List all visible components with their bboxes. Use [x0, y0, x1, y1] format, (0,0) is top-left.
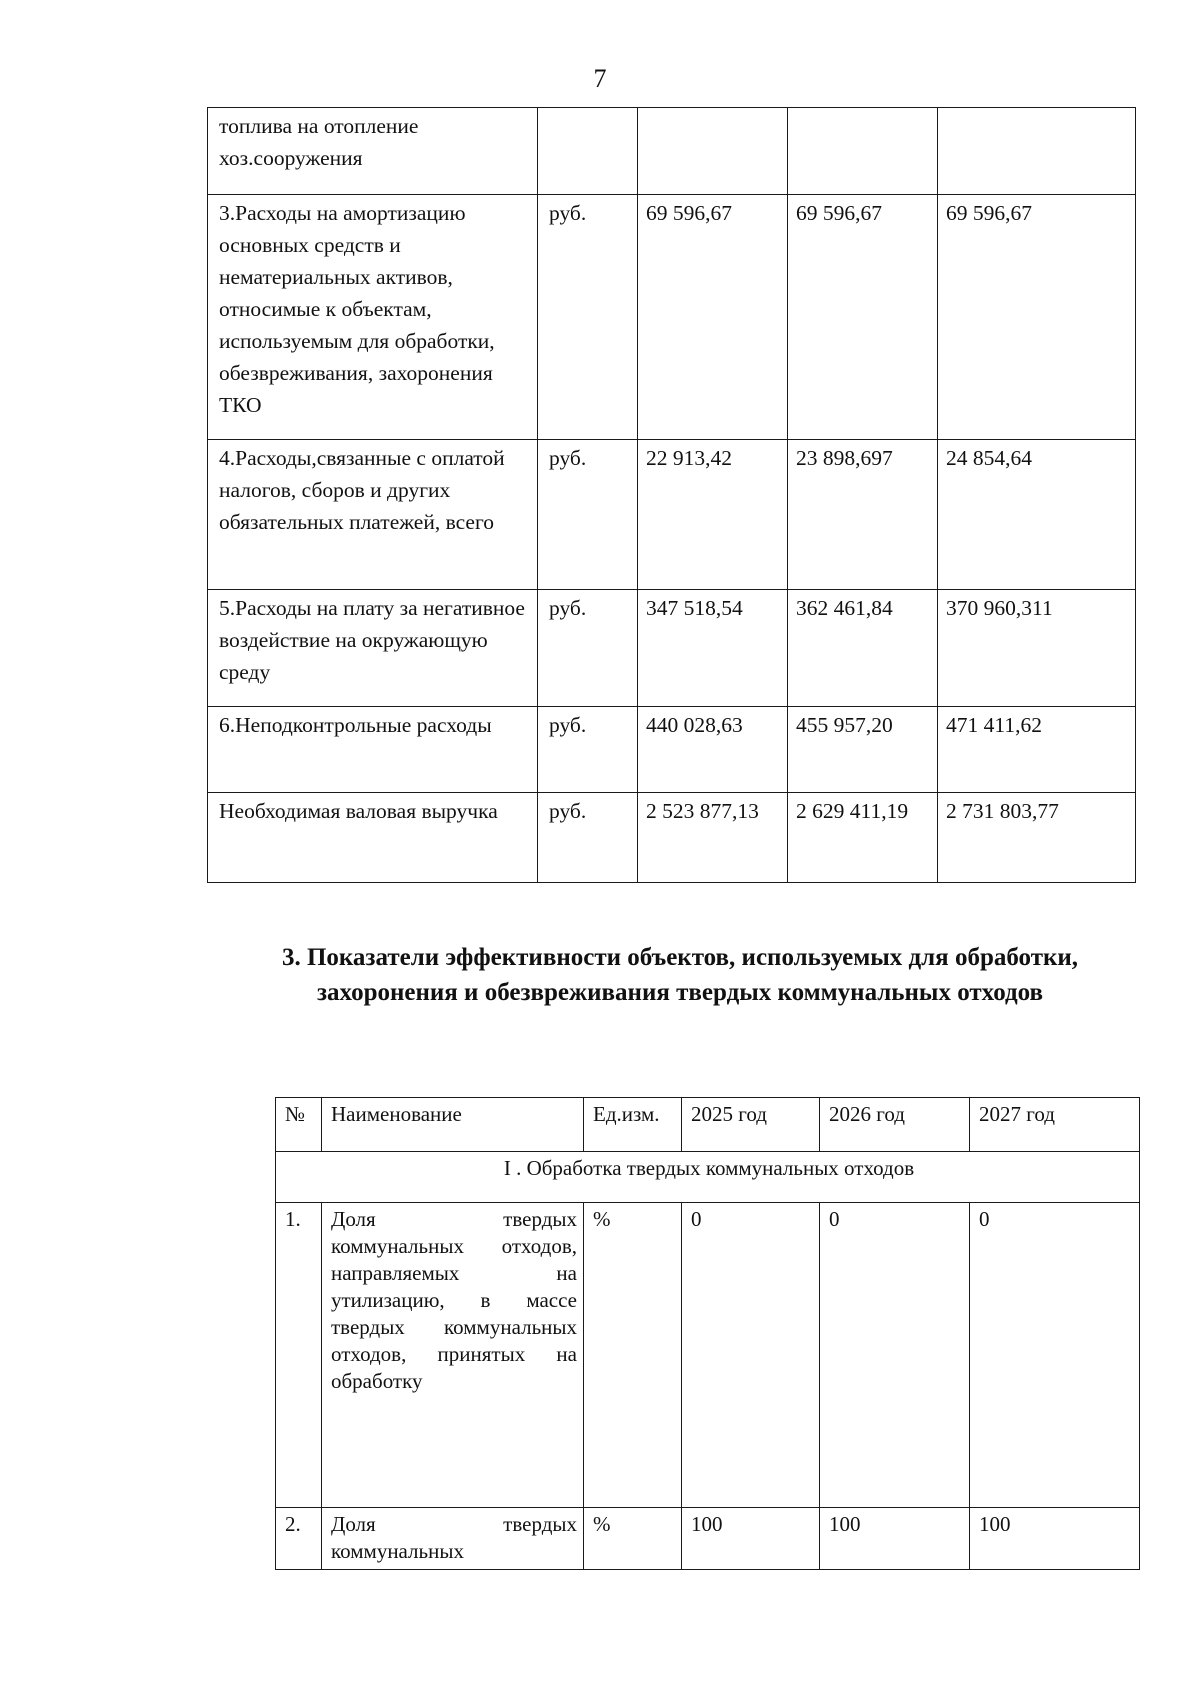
row-label: 3.Расходы на амортизацию основных средств и нематериальных активов, относимые к объектам, используемым для обработки, обезвреживания, захоронения ТКО — [208, 195, 538, 440]
group-title: I . Обработка твердых коммунальных отходов — [276, 1152, 1140, 1203]
table-row — [208, 590, 1136, 707]
header-year-1: 2025 год — [682, 1098, 820, 1152]
header-year-3: 2027 год — [970, 1098, 1140, 1152]
header-year-2: 2026 год — [820, 1098, 970, 1152]
row-value-3: 24 854,64 — [938, 440, 1136, 590]
header-name: Наименование — [322, 1098, 584, 1152]
row-value-1: 2 523 877,13 — [638, 793, 788, 883]
section-heading: 3. Показатели эффективности объектов, используемых для обработки, захоронения и обезвреживания твердых коммунальных отходов — [281, 944, 1079, 1006]
table-row — [208, 195, 1136, 440]
row-value-3: 69 596,67 — [938, 195, 1136, 440]
row-label: 6.Неподконтрольные расходы — [208, 707, 538, 793]
row-name: Доля твердых коммунальных — [322, 1508, 584, 1570]
row-unit: руб. — [538, 195, 638, 440]
row-value-2 — [788, 108, 938, 195]
row-label: топлива на отопление хоз.сооружения — [208, 108, 538, 195]
row-year-1: 100 — [682, 1508, 820, 1570]
row-label: Необходимая валовая выручка — [208, 793, 538, 883]
row-value-1: 22 913,42 — [638, 440, 788, 590]
page-number: 7 — [593, 64, 607, 93]
table-row — [208, 108, 1136, 195]
row-value-3: 370 960,311 — [938, 590, 1136, 707]
cost-table — [207, 107, 1136, 883]
table-row — [208, 707, 1136, 793]
header-unit: Ед.изм. — [584, 1098, 682, 1152]
row-unit — [538, 108, 638, 195]
row-unit: % — [584, 1508, 682, 1570]
row-value-1 — [638, 108, 788, 195]
row-value-3: 2 731 803,77 — [938, 793, 1136, 883]
row-value-1: 347 518,54 — [638, 590, 788, 707]
row-no: 2. — [276, 1508, 322, 1570]
row-value-3 — [938, 108, 1136, 195]
row-name: Доля твердых коммунальных отходов, направляемых на утилизацию, в массе твердых коммунальных отходов, принятых на обработку — [322, 1203, 584, 1508]
row-label: 4.Расходы,связанные с оплатой налогов, сборов и других обязательных платежей, всего — [208, 440, 538, 590]
table-row — [276, 1203, 1140, 1508]
row-year-1: 0 — [682, 1203, 820, 1508]
row-label: 5.Расходы на плату за негативное воздействие на окружающую среду — [208, 590, 538, 707]
row-unit: руб. — [538, 440, 638, 590]
row-unit: руб. — [538, 793, 638, 883]
row-unit: руб. — [538, 590, 638, 707]
row-value-2: 69 596,67 — [788, 195, 938, 440]
row-value-2: 362 461,84 — [788, 590, 938, 707]
group-row — [276, 1152, 1140, 1203]
row-value-1: 440 028,63 — [638, 707, 788, 793]
row-unit: % — [584, 1203, 682, 1508]
row-value-3: 471 411,62 — [938, 707, 1136, 793]
table-header-row — [276, 1098, 1140, 1152]
table-row — [208, 793, 1136, 883]
row-no: 1. — [276, 1203, 322, 1508]
row-year-2: 0 — [820, 1203, 970, 1508]
indicators-table — [275, 1097, 1140, 1570]
row-year-3: 100 — [970, 1508, 1140, 1570]
header-no: № — [276, 1098, 322, 1152]
row-unit: руб. — [538, 707, 638, 793]
row-year-3: 0 — [970, 1203, 1140, 1508]
row-year-2: 100 — [820, 1508, 970, 1570]
table-row — [276, 1508, 1140, 1570]
row-value-2: 23 898,697 — [788, 440, 938, 590]
row-value-2: 455 957,20 — [788, 707, 938, 793]
row-value-1: 69 596,67 — [638, 195, 788, 440]
row-value-2: 2 629 411,19 — [788, 793, 938, 883]
table-row — [208, 440, 1136, 590]
